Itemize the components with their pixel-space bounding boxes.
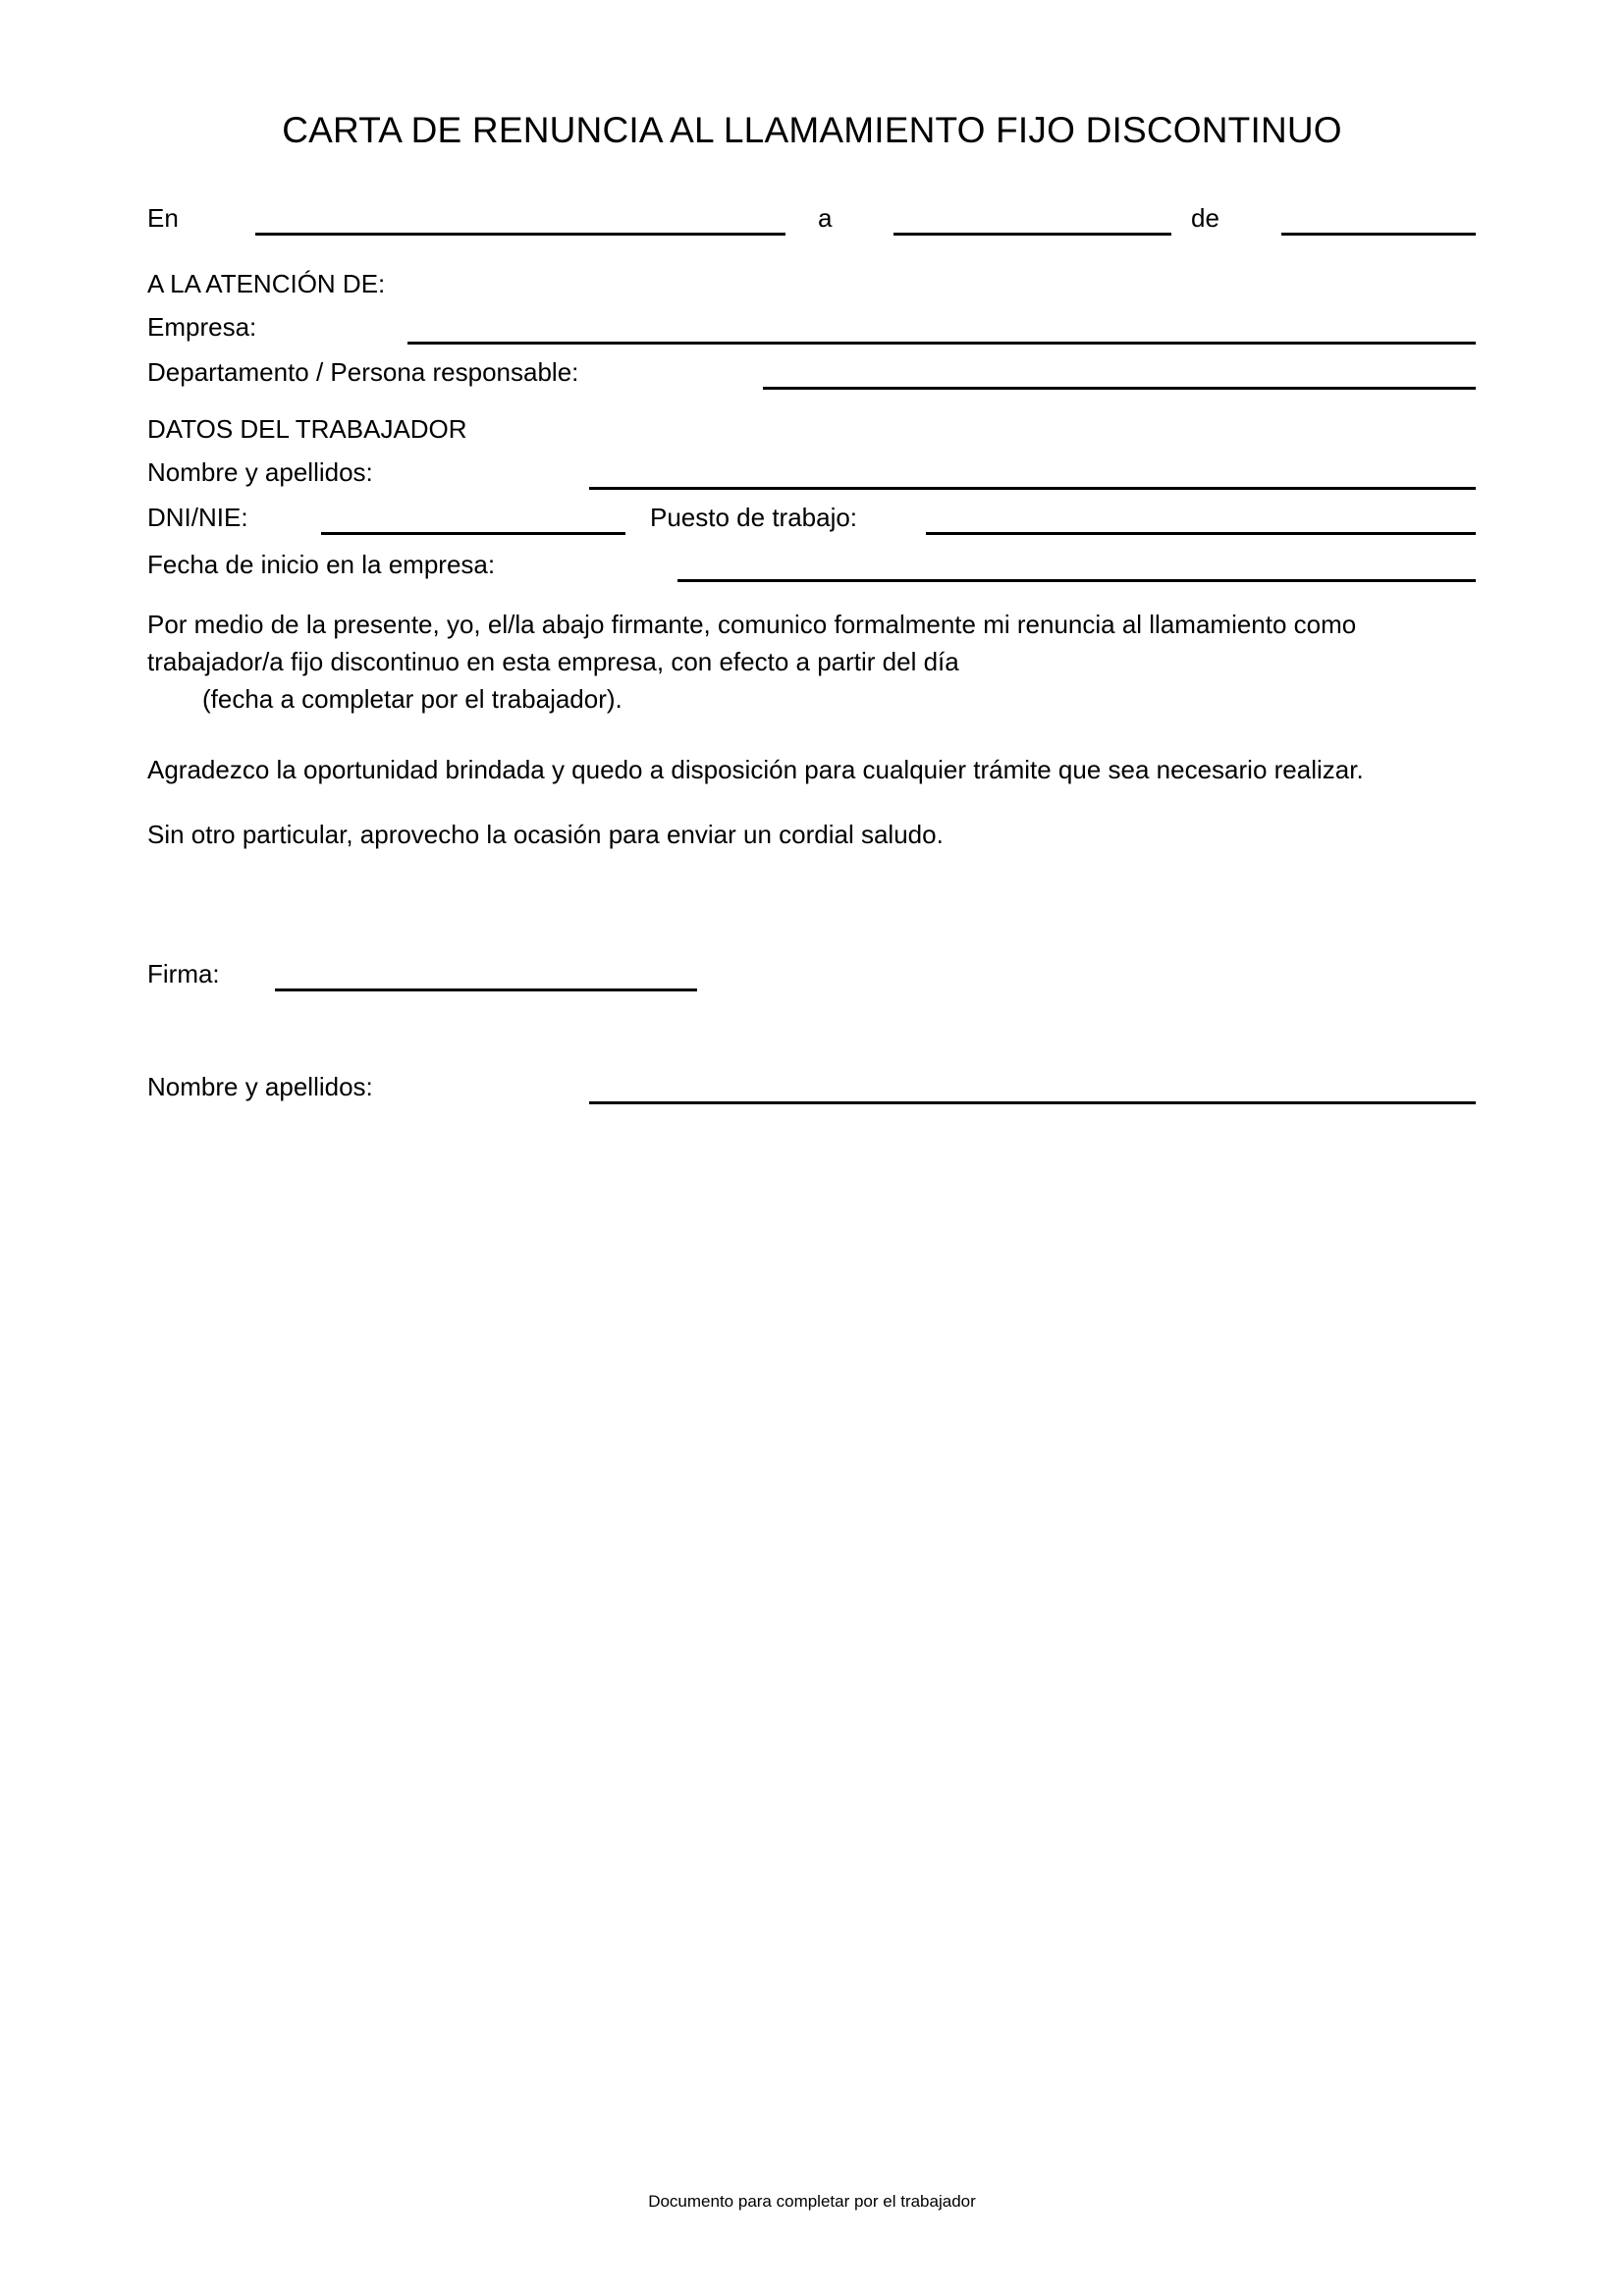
empresa-input-rule[interactable]: [407, 342, 1476, 345]
place-input-rule[interactable]: [255, 233, 785, 236]
place-date-row: [147, 201, 1477, 235]
field-row-departamento: [147, 355, 1477, 389]
label-empresa: Empresa:: [147, 312, 257, 342]
signature-nombre-input-rule[interactable]: [589, 1101, 1476, 1104]
label-nombre-apellidos: Nombre y apellidos:: [147, 457, 373, 487]
field-row-dni-puesto: [147, 501, 1477, 534]
label-a: a: [818, 203, 833, 233]
body-paragraph-2-text: Agradezco la oportunidad brindada y quedo a disposición para cualquier trámite que sea necesario realizar.: [147, 755, 1364, 784]
body-paragraph-3-text: Sin otro particular, aprovecho la ocasión para enviar un cordial saludo.: [147, 820, 944, 849]
label-departamento: Departamento / Persona responsable:: [147, 357, 579, 387]
body-paragraph-2: [147, 751, 1479, 788]
attention-heading-row: [147, 267, 1477, 300]
body-paragraph-1-line-1: Por medio de la presente, yo, el/la abajo firmante, comunico formalmente mi renuncia al llamamiento como: [147, 610, 1357, 639]
day-input-rule[interactable]: [893, 233, 1171, 236]
fecha-inicio-input-rule[interactable]: [677, 579, 1476, 582]
page-title: CARTA DE RENUNCIA AL LLAMAMIENTO FIJO DISCONTINUO: [282, 110, 1342, 150]
field-row-signature-nombre: [147, 1070, 1477, 1103]
firma-input-rule[interactable]: [275, 988, 697, 991]
field-row-empresa: [147, 310, 1477, 344]
dni-nie-input-rule[interactable]: [321, 532, 625, 535]
body-paragraph-1-line-3: (fecha a completar por el trabajador).: [202, 684, 623, 714]
label-signature-nombre-apellidos: Nombre y apellidos:: [147, 1072, 373, 1101]
body-paragraph-1-line-2: trabajador/a fijo discontinuo en esta empresa, con efecto a partir del día: [147, 647, 959, 676]
field-row-nombre: [147, 455, 1477, 489]
body-paragraph-1: [147, 606, 1479, 718]
label-fecha-inicio: Fecha de inicio en la empresa:: [147, 550, 496, 579]
footer-note: Documento para completar por el trabajador: [648, 2192, 976, 2211]
worker-section-heading: DATOS DEL TRABAJADOR: [147, 414, 467, 444]
label-dni-nie: DNI/NIE:: [147, 503, 248, 532]
attention-heading: A LA ATENCIÓN DE:: [147, 269, 386, 298]
departamento-input-rule[interactable]: [763, 387, 1476, 390]
nombre-apellidos-input-rule[interactable]: [589, 487, 1476, 490]
worker-heading-row: [147, 412, 1477, 446]
label-de: de: [1191, 203, 1219, 233]
field-row-firma: [147, 957, 1477, 990]
label-firma: Firma:: [147, 959, 220, 988]
label-en: En: [147, 203, 179, 233]
puesto-trabajo-input-rule[interactable]: [926, 532, 1476, 535]
body-paragraph-3: [147, 816, 1479, 853]
document-sheet: [147, 0, 1477, 2296]
month-year-input-rule[interactable]: [1281, 233, 1476, 236]
label-puesto-trabajo: Puesto de trabajo:: [650, 503, 858, 532]
field-row-fecha-inicio: [147, 548, 1477, 581]
